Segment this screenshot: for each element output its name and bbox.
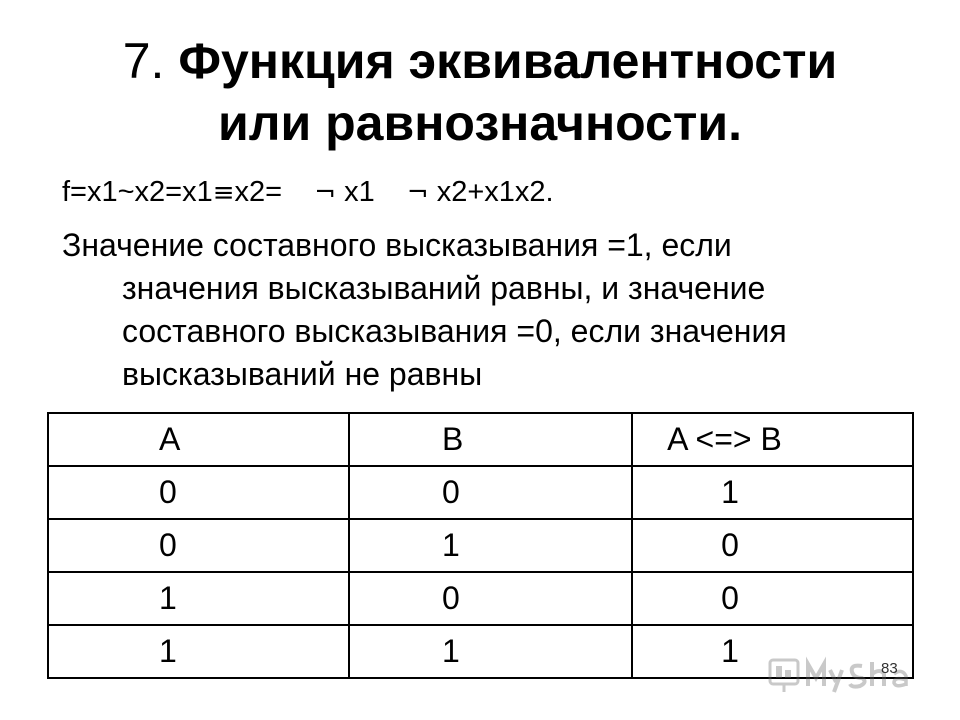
negation-symbol-1: ¬	[314, 178, 337, 208]
formula-part-4: x2+x1x2.	[436, 176, 554, 208]
table-header-row	[48, 413, 913, 466]
title-line-2: или равнозначности.	[218, 95, 742, 151]
table-cell: 0	[349, 572, 632, 625]
table-cell: 0	[632, 519, 913, 572]
truth-table	[47, 412, 914, 679]
header-cell-b: B	[349, 413, 632, 466]
description-line-1: Значение составного высказывания =1, если	[62, 227, 732, 263]
table-row	[48, 519, 913, 572]
header-cell-result: A <=> B	[632, 413, 913, 466]
formula	[62, 172, 554, 213]
title-number: 7.	[122, 33, 165, 89]
title-text-1: Функция эквивалентности	[178, 33, 838, 89]
formula-part-2: x2=	[234, 176, 283, 208]
table-cell: 1	[349, 625, 632, 678]
page-number: 83	[881, 660, 898, 677]
table-cell: 1	[48, 572, 349, 625]
table-cell: 0	[632, 572, 913, 625]
table-cell: 0	[48, 519, 349, 572]
negation-symbol-2: ¬	[406, 178, 429, 208]
slide-title	[0, 30, 960, 154]
formula-part-3: x1	[344, 176, 375, 208]
description-rest: значения высказываний равны, и значение составного высказывания =0, если значения высказываний не равны	[122, 270, 787, 392]
header-cell-a: A	[48, 413, 349, 466]
equivalence-symbol: ≡	[212, 178, 235, 208]
table-cell: 0	[349, 466, 632, 519]
title-line-1	[0, 30, 960, 92]
formula-part-1: f=x1~x2=x1	[62, 176, 213, 208]
table-row	[48, 572, 913, 625]
table-row	[48, 466, 913, 519]
table-cell: 1	[632, 466, 913, 519]
table-cell: 0	[48, 466, 349, 519]
table-cell: 1	[48, 625, 349, 678]
table-cell: 1	[632, 625, 913, 678]
description	[62, 224, 922, 396]
table-cell: 1	[349, 519, 632, 572]
